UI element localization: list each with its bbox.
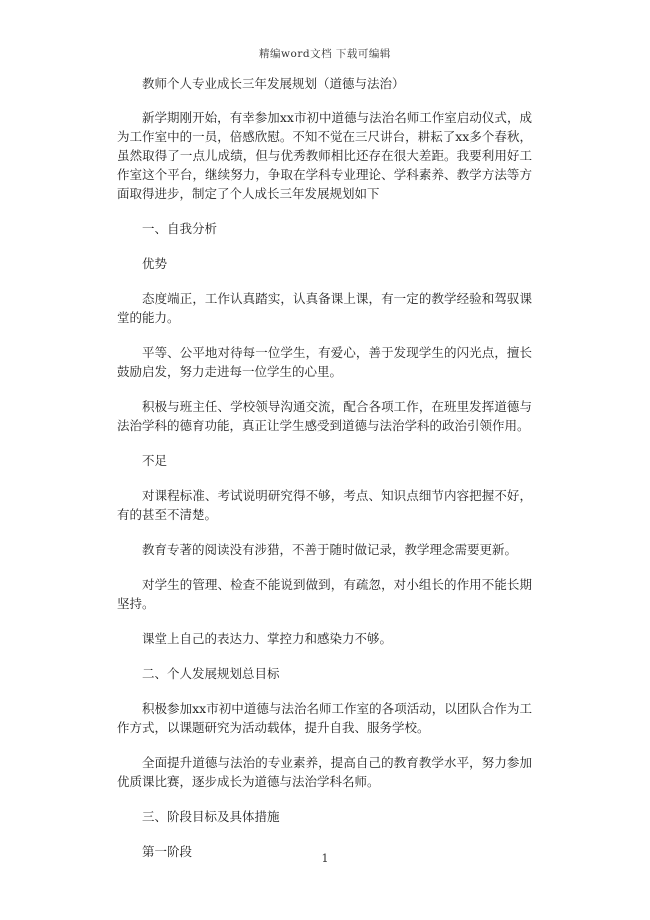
- document-title: 教师个人专业成长三年发展规划（道德与法治）: [142, 76, 405, 91]
- section-heading-stage-goals: 三、阶段目标及具体措施: [142, 809, 280, 824]
- paragraph-weakness-2: 教育专著的阅读没有涉猎，不善于随时做记录，教学理念需要更新。: [142, 542, 518, 557]
- page-header: 精编word文档 下载可编辑: [259, 48, 391, 60]
- subheading-strengths: 优势: [142, 256, 168, 271]
- paragraph-strength-2: 平等、公平地对待每一位学生，有爱心，善于发现学生的闪光点，擅长鼓励启发，努力走进每一位学生的心里。: [117, 345, 532, 379]
- subheading-weaknesses: 不足: [142, 453, 168, 468]
- section-heading-overall-goal: 二、个人发展规划总目标: [142, 666, 280, 681]
- paragraph-weakness-3: 对学生的管理、检查不能说到做到，有疏忽，对小组长的作用不能长期坚持。: [117, 577, 532, 611]
- paragraph-intro: 新学期刚开始，有幸参加xx市初中道德与法治名师工作室启动仪式，成为工作室中的一员，倍感欣慰。不知不觉在三尺讲台，耕耘了xx多个春秋，虽然取得了一点儿成绩，但与优秀教师相比还存在很大差距。我要利用好工作室这个平台，继续努力，争取在学科专业理论、学科素养、教学方法等方面取得进步，制定了个人成长三年发展规划如下: [117, 110, 532, 201]
- paragraph-weakness-1: 对课程标准、考试说明研究得不够，考点、知识点细节内容把握不好，有的甚至不清楚。: [117, 488, 532, 522]
- paragraph-strength-1: 态度端正，工作认真踏实，认真备课上课，有一定的教学经验和驾驭课堂的能力。: [117, 291, 532, 325]
- paragraph-goal-1: 积极参加xx市初中道德与法治名师工作室的各项活动，以团队合作为工作方式，以课题研究为活动载体，提升自我、服务学校。: [117, 701, 532, 735]
- subheading-first-stage: 第一阶段: [142, 844, 193, 859]
- document-body: [117, 74, 532, 877]
- paragraph-weakness-4: 课堂上自己的表达力、掌控力和感染力不够。: [142, 631, 393, 646]
- section-heading-self-analysis: 一、自我分析: [142, 221, 218, 236]
- page-number: 1: [321, 852, 329, 865]
- paragraph-strength-3: 积极与班主任、学校领导沟通交流，配合各项工作，在班里发挥道德与法治学科的德育功能，真正让学生感受到道德与法治学科的政治引领作用。: [117, 399, 532, 433]
- paragraph-goal-2: 全面提升道德与法治的专业素养，提高自己的教育教学水平，努力参加优质课比赛，逐步成长为道德与法治学科名师。: [117, 755, 532, 789]
